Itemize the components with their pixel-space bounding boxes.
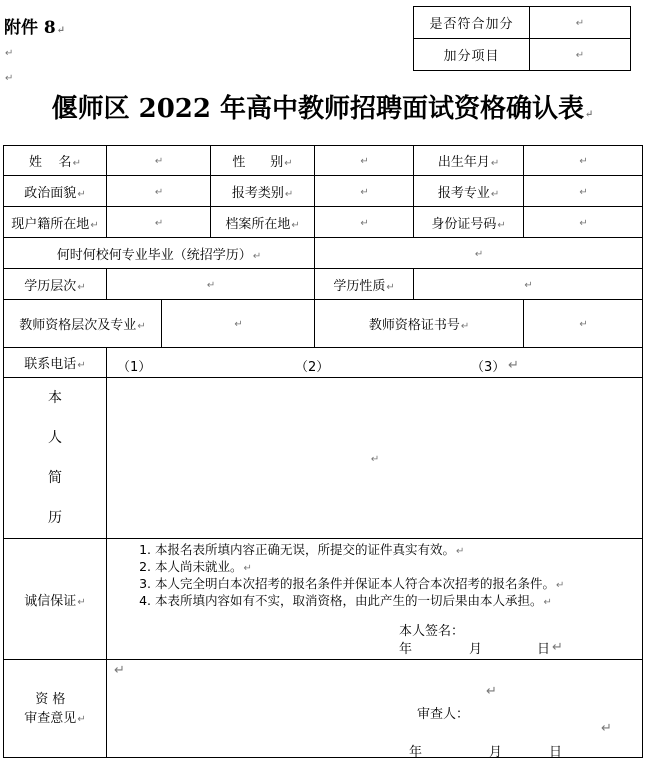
gender-field[interactable]: ↵ (315, 146, 414, 176)
review-block[interactable] (107, 660, 643, 758)
pledge-list (135, 542, 642, 610)
politics-label: 政治面貌↵ (4, 176, 107, 207)
resume-label (4, 378, 107, 539)
return-mark: ↵ (486, 684, 497, 699)
bonus-item-field[interactable]: ↵ (530, 39, 631, 71)
return-mark: ↵ (552, 640, 563, 655)
pledge-block (107, 539, 643, 660)
teacher-cert-field[interactable]: ↵ (524, 300, 643, 348)
graduation-field[interactable]: ↵ (315, 238, 643, 269)
teacher-qual-label: 教师资格层次及专业↵ (4, 300, 162, 348)
name-field[interactable]: ↵ (107, 146, 211, 176)
gender-label: 性 别↵ (211, 146, 315, 176)
birth-label: 出生年月↵ (414, 146, 524, 176)
edu-level-field[interactable]: ↵ (107, 269, 315, 300)
edu-nature-field[interactable]: ↵ (414, 269, 643, 300)
phone-field[interactable] (107, 348, 643, 378)
bonus-eligible-label: 是否符合加分 (414, 7, 530, 39)
review-year: 年 (409, 745, 423, 760)
return-mark: ↵ (5, 73, 14, 84)
id-number-field[interactable]: ↵ (524, 207, 643, 238)
graduation-label: 何时何校何专业毕业（统招学历）↵ (4, 238, 315, 269)
edu-level-label: 学历层次↵ (4, 269, 107, 300)
phone-slot-1: （1） (117, 360, 152, 375)
page-title: 偃师区 2022 年高中教师招聘面试资格确认表↵ (51, 94, 594, 124)
exam-category-label: 报考类别↵ (211, 176, 315, 207)
resume-char: 历 (48, 510, 62, 526)
resume-char: 本 (48, 390, 62, 406)
pledge-item: 1. 本报名表所填内容正确无误，所提交的证件真实有效。↵ (155, 542, 642, 559)
residence-label: 现户籍所在地↵ (4, 207, 107, 238)
form-table (3, 145, 643, 758)
resume-char: 人 (48, 430, 62, 446)
bonus-eligible-field[interactable]: ↵ (530, 7, 631, 39)
exam-major-label: 报考专业↵ (414, 176, 524, 207)
archive-label: 档案所在地↵ (211, 207, 315, 238)
birth-field[interactable]: ↵ (524, 146, 643, 176)
return-mark: ↵ (508, 358, 519, 373)
id-number-label: 身份证号码↵ (414, 207, 524, 238)
politics-field[interactable]: ↵ (107, 176, 211, 207)
sign-month: 月 (469, 642, 483, 657)
review-month: 月 (489, 745, 503, 760)
sign-year: 年 (399, 642, 413, 657)
phone-label: 联系电话↵ (4, 348, 107, 378)
teacher-qual-field[interactable]: ↵ (162, 300, 315, 348)
pledge-item: 2. 本人尚未就业。↵ (155, 559, 642, 576)
pledge-item: 4. 本表所填内容如有不实，取消资格，由此产生的一切后果由本人承担。↵ (155, 593, 642, 610)
archive-field[interactable]: ↵ (315, 207, 414, 238)
bonus-item-label: 加分项目 (414, 39, 530, 71)
return-mark: ↵ (5, 48, 14, 59)
residence-field[interactable]: ↵ (107, 207, 211, 238)
resume-field[interactable]: ↵ (107, 378, 643, 539)
review-day: 日 (549, 745, 563, 760)
review-label: 资 格 审查意见↵ (4, 660, 107, 758)
reviewer-label: 审查人： (417, 707, 470, 722)
teacher-cert-label: 教师资格证书号↵ (315, 300, 524, 348)
phone-slot-2: （2） (295, 360, 330, 375)
exam-category-field[interactable]: ↵ (315, 176, 414, 207)
exam-major-field[interactable]: ↵ (524, 176, 643, 207)
signature-label: 本人签名： (399, 624, 465, 639)
sign-day: 日 (537, 642, 551, 657)
phone-slot-3: （3） (471, 360, 506, 375)
attachment-label: 附件 8↵ (4, 18, 66, 38)
name-label: 姓 名↵ (4, 146, 107, 176)
return-mark: ↵ (601, 721, 612, 736)
edu-nature-label: 学历性质↵ (315, 269, 414, 300)
bonus-box (413, 6, 631, 71)
pledge-item: 3. 本人完全明白本次招考的报名条件并保证本人符合本次招考的报名条件。↵ (155, 576, 642, 593)
return-mark: ↵ (114, 663, 125, 678)
integrity-label: 诚信保证↵ (4, 539, 107, 660)
resume-char: 简 (48, 470, 62, 486)
